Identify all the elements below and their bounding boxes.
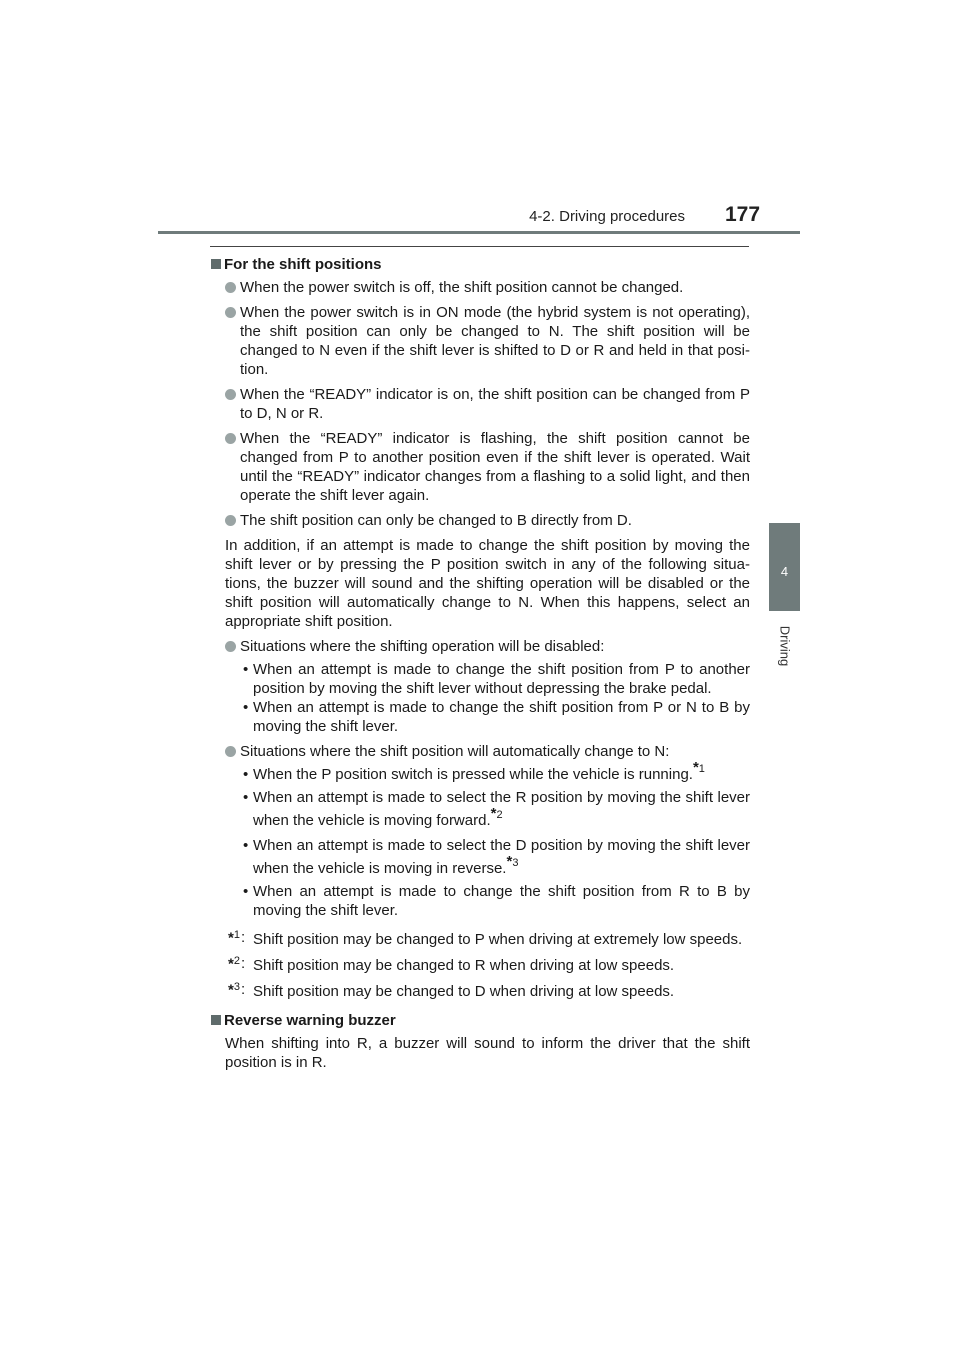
footnote-text: Shift position may be changed to P when driving at extremely low speeds. (253, 931, 743, 948)
bullet-item: When the “READY” indicator is on, the shift position can be changed from P to D, N or R. (210, 385, 750, 423)
footnote (210, 956, 750, 975)
footnote-text: Shift position may be changed to D when driving at low speeds. (253, 983, 675, 1000)
sub-list-item (210, 759, 750, 784)
footnote-marker: *$^1$: (228, 929, 246, 947)
sub-list-item: • When an attempt is made to change the shift position from P to another position by moving the shift lever without depressing the brake pedal. (210, 660, 750, 698)
sub-list-item (210, 834, 750, 880)
footnote-reference: *3 (506, 853, 519, 871)
content-top-rule (210, 246, 749, 247)
footnote (210, 982, 750, 1001)
sub-list-item-text: When the P position switch is pressed while the vehicle is running. (253, 766, 693, 783)
bullet-item: The shift position can only be changed to B directly from D. (210, 511, 750, 530)
chapter-tab-label-text: Driving (777, 625, 792, 667)
footnote (210, 930, 750, 949)
page-number: 177 (725, 203, 761, 226)
footnote-text: Shift position may be changed to R when driving at low speeds. (253, 957, 675, 974)
disabled-situations-list (210, 660, 750, 736)
sub-list-item-text: When an attempt is made to select the D position by moving the shift lever when the vehicle is moving in reverse. (253, 837, 750, 877)
footnote-reference: *2 (490, 805, 503, 823)
auto-change-situations-list (210, 759, 750, 920)
bullet-item: When the power switch is off, the shift position cannot be changed. (210, 278, 750, 297)
section-heading-reverse-buzzer: Reverse warning buzzer (210, 1011, 750, 1030)
page-content (210, 255, 750, 1078)
bullet-item-auto-title: Situations where the shift position will automatically change to N: (210, 742, 750, 761)
header-section-title: 4-2. Driving procedures (529, 208, 685, 225)
chapter-tab-number: 4 (780, 564, 789, 579)
body-paragraph: When shifting into R, a buzzer will sound to inform the driver that the shift position is in R. (225, 1035, 750, 1071)
chapter-tab-label (769, 611, 800, 681)
header-rule (158, 231, 800, 234)
bullet-item-disabled-title: Situations where the shifting operation will be disabled: (210, 637, 750, 656)
sub-list-item-text: When an attempt is made to select the R position by moving the shift lever when the vehicle is moving forward. (253, 789, 750, 829)
bullet-item: When the “READY” indicator is flashing, the shift position cannot be changed from P to another position even if the shift lever is operated. Wait until the “READY” indicator changes from a flashing to a solid light, and then operate the shift lever again. (210, 429, 750, 505)
footnote-marker: *$^3$: (228, 981, 246, 999)
sub-list-item (210, 786, 750, 832)
bullet-item: When the power switch is in ON mode (the hybrid system is not operating), the shift position can only be changed to N. The shift position will be changed to N even if the shift lever is shifted to D or R and held in that posi- tion. (210, 303, 750, 379)
sub-list-item: • When an attempt is made to change the shift position from P or N to B by moving the shift lever. (210, 698, 750, 736)
footnote-marker: *$^2$: (228, 955, 246, 973)
footnote-reference: *1 (692, 759, 705, 777)
body-paragraph: In addition, if an attempt is made to change the shift position by moving the shift lever or by pressing the P position switch in any of the following situa- tions, the buzzer will sound and the shifting operation will be disabled or the shift position will automatically change to N. When this happens, select an appropriate shift position. (225, 537, 750, 630)
section-heading-shift-positions: For the shift positions (210, 255, 750, 274)
sub-list-item: • When an attempt is made to change the shift position from R to B by moving the shift lever. (210, 882, 750, 920)
